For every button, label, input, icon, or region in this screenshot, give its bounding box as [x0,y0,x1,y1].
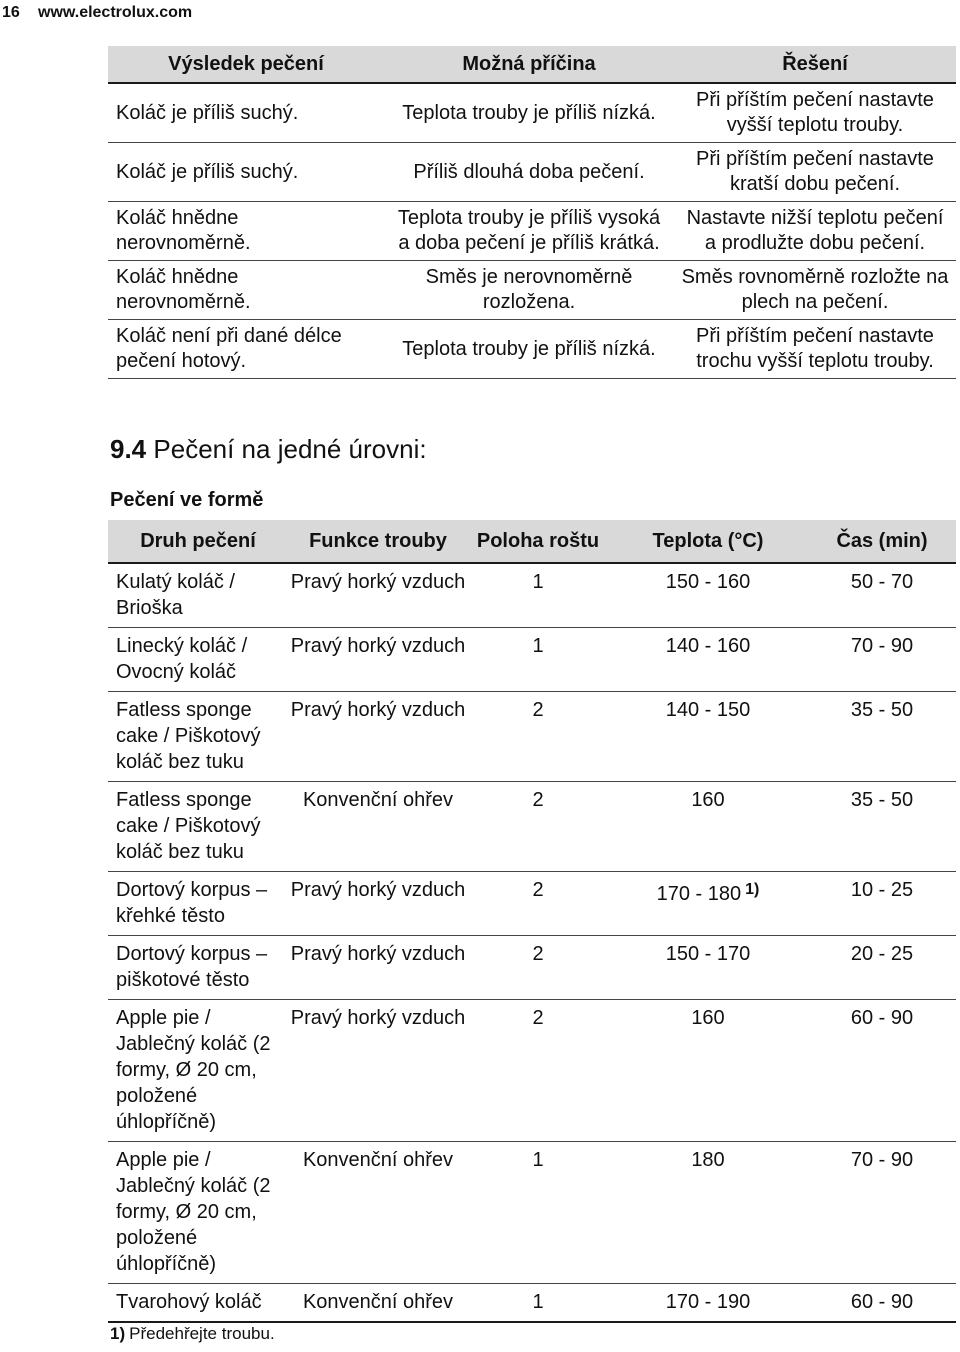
time-value: 10 - 25 [850,879,914,901]
temperature-value: 150 - 170 [665,943,751,965]
shelf-level-value: 2 [532,1007,544,1029]
column-header: Výsledek pečení [108,46,384,83]
solution-cell: Nastavte nižší teplotu pečení a prodlužte dobu pečení. [674,202,956,261]
footnote-reference: 1) [745,881,760,898]
oven-function-value: Pravý horký vzduch [290,571,466,593]
time-cell [808,1000,956,1142]
oven-function-cell [288,1142,468,1284]
time-value: 35 - 50 [850,699,914,721]
page-number: 16 [2,4,20,21]
oven-function-cell [288,628,468,692]
footnote-text: Předehřejte troubu. [129,1324,275,1343]
shelf-level-value: 2 [532,789,544,811]
cake-type-value: Kulatý koláč / Brioška [116,571,235,619]
temperature-value: 150 - 160 [665,571,751,593]
time-cell [808,782,956,872]
shelf-level-value: 1 [532,1291,544,1313]
column-header: Možná příčina [384,46,674,83]
temperature-value: 160 [691,789,725,811]
shelf-level-cell [468,872,608,936]
section-title-text: Pečení na jedné úrovni: [153,434,427,464]
cause-cell: Teplota trouby je příliš nízká. [384,320,674,379]
shelf-level-value: 2 [532,699,544,721]
cake-type-cell [108,1284,288,1323]
time-value: 60 - 90 [850,1007,914,1029]
temperature-cell [608,936,808,1000]
oven-function-cell [288,872,468,936]
time-value: 60 - 90 [850,1291,914,1313]
cause-cell: Teplota trouby je příliš nízká. [384,83,674,143]
shelf-level-value: 2 [532,879,544,901]
shelf-level-value: 1 [532,635,544,657]
result-cell: Koláč hnědne nerovnoměrně. [108,202,384,261]
cake-type-value: Apple pie / Jablečný koláč (2 formy, Ø 20 cm, položené úhlopříčně) [116,1007,271,1133]
table-row [108,202,956,261]
table-row [108,143,956,202]
time-cell [808,872,956,936]
time-value: 50 - 70 [850,571,914,593]
cake-type-value: Apple pie / Jablečný koláč (2 formy, Ø 20 cm, položené úhlopříčně) [116,1149,271,1275]
temperature-cell [608,628,808,692]
oven-function-value: Pravý horký vzduch [290,1007,466,1029]
temperature-value: 180 [691,1149,725,1171]
column-header: Řešení [674,46,956,83]
cake-type-value: Dortový korpus – piškotové těsto [116,943,268,991]
shelf-level-cell [468,628,608,692]
cake-type-cell [108,563,288,628]
table-row [108,261,956,320]
solution-cell: Při příštím pečení nastavte vyšší teplotu trouby. [674,83,956,143]
solution-cell: Směs rovnoměrně rozložte na plech na pečení. [674,261,956,320]
cake-type-cell [108,628,288,692]
cause-cell: Příliš dlouhá doba pečení. [384,143,674,202]
cake-type-cell [108,1142,288,1284]
shelf-level-value: 1 [532,1149,544,1171]
time-cell [808,1284,956,1323]
shelf-level-value: 1 [532,571,544,593]
website-url: www.electrolux.com [38,4,193,21]
shelf-level-cell [468,1284,608,1323]
cake-type-cell [108,782,288,872]
temperature-value: 140 - 160 [665,635,751,657]
time-cell [808,1142,956,1284]
oven-function-cell [288,563,468,628]
footnote-mark: 1) [110,1324,126,1343]
temperature-cell [608,692,808,782]
subsection-heading: Pečení ve formě [110,489,264,511]
time-value: 35 - 50 [850,789,914,811]
table-row [108,692,956,782]
table-row [108,1142,956,1284]
shelf-level-cell [468,563,608,628]
result-cell: Koláč hnědne nerovnoměrně. [108,261,384,320]
shelf-level-value: 2 [532,943,544,965]
table-row [108,1000,956,1142]
troubleshooting-table [108,46,956,379]
time-cell [808,936,956,1000]
oven-function-value: Pravý horký vzduch [290,635,466,657]
temperature-value: 140 - 150 [665,699,751,721]
cause-cell: Teplota trouby je příliš vysoká a doba pečení je příliš krátká. [384,202,674,261]
time-cell [808,692,956,782]
time-cell [808,628,956,692]
result-cell: Koláč není při dané délce pečení hotový. [108,320,384,379]
temperature-value: 170 - 180 [656,883,742,905]
cake-type-cell [108,1000,288,1142]
cause-cell: Směs je nerovnoměrně rozložena. [384,261,674,320]
cake-type-value: Dortový korpus – křehké těsto [116,879,268,927]
oven-function-cell [288,692,468,782]
table-row [108,936,956,1000]
table-header-row [108,46,956,83]
oven-function-cell [288,1000,468,1142]
shelf-level-cell [468,1142,608,1284]
cake-type-value: Tvarohový koláč [116,1291,262,1313]
oven-function-cell [288,936,468,1000]
time-value: 70 - 90 [850,1149,914,1171]
shelf-level-cell [468,1000,608,1142]
temperature-cell [608,1142,808,1284]
cake-type-value: Fatless sponge cake / Piškotový koláč bez tuku [116,699,261,773]
cake-type-value: Linecký koláč / Ovocný koláč [116,635,248,683]
column-header: Čas (min) [808,520,956,563]
time-value: 20 - 25 [850,943,914,965]
temperature-cell [608,563,808,628]
table-row [108,320,956,379]
solution-cell: Při příštím pečení nastavte kratší dobu pečení. [674,143,956,202]
table-row [108,782,956,872]
temperature-value: 170 - 190 [665,1291,751,1313]
oven-function-value: Konvenční ohřev [302,1149,454,1171]
temperature-cell [608,1284,808,1323]
table-row [108,872,956,936]
result-cell: Koláč je příliš suchý. [108,83,384,143]
oven-function-value: Konvenční ohřev [302,789,454,811]
shelf-level-cell [468,936,608,1000]
oven-function-value: Konvenční ohřev [302,1291,454,1313]
table-row [108,1284,956,1323]
section-number: 9.4 [110,434,147,464]
page-header [0,0,960,28]
table-row [108,628,956,692]
temperature-cell [608,1000,808,1142]
solution-cell: Při příštím pečení nastavte trochu vyšší teplotu trouby. [674,320,956,379]
temperature-cell [608,872,808,936]
column-header: Funkce trouby [288,520,468,563]
oven-function-value: Pravý horký vzduch [290,699,466,721]
temperature-value: 160 [691,1007,725,1029]
footnote [110,1322,275,1346]
oven-function-value: Pravý horký vzduch [290,943,466,965]
cake-type-cell [108,872,288,936]
section-heading [110,432,427,466]
time-value: 70 - 90 [850,635,914,657]
table-row [108,563,956,628]
cake-type-cell [108,692,288,782]
column-header: Poloha roštu [468,520,608,563]
table-row [108,83,956,143]
column-header: Druh pečení [108,520,288,563]
table-header-row [108,520,956,563]
temperature-cell [608,782,808,872]
oven-function-cell [288,1284,468,1323]
oven-function-value: Pravý horký vzduch [290,879,466,901]
time-cell [808,563,956,628]
cake-type-cell [108,936,288,1000]
cake-type-value: Fatless sponge cake / Piškotový koláč bez tuku [116,789,261,863]
result-cell: Koláč je příliš suchý. [108,143,384,202]
shelf-level-cell [468,692,608,782]
column-header: Teplota (°C) [608,520,808,563]
shelf-level-cell [468,782,608,872]
baking-table [108,520,956,1323]
oven-function-cell [288,782,468,872]
